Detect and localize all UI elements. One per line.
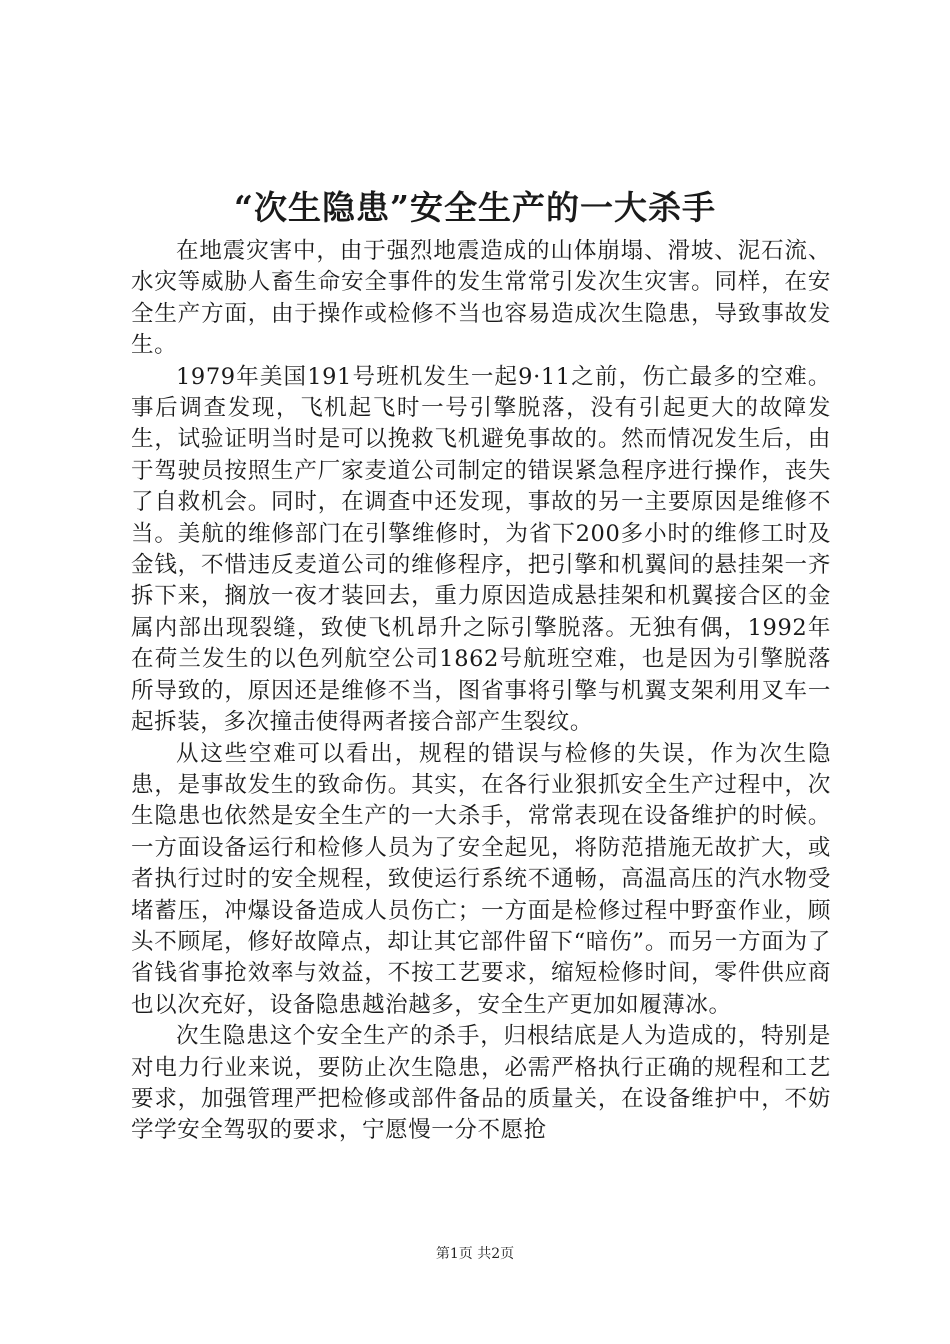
paragraph-2: 1979年美国191号班机发生一起9·11之前，伤亡最多的空难。事后调查发现，飞机起飞时一号引擎脱落，没有引起更大的故障发生，试验证明当时是可以挽救飞机避免事故的。然而情况发生后，由于驾驶员按照生产厂家麦道公司制定的错误紧急程序进行操作，丧失了自救机会。同时，在调查中还发现，事故的另一主要原因是维修不当。美航的维修部门在引擎维修时，为省下200多小时的维修工时及金钱，不惜违反麦道公司的维修程序，把引擎和机翼间的悬挂架一齐拆下来，搁放一夜才装回去，重力原因造成悬挂架和机翼接合区的金属内部出现裂缝，致使飞机昂升之际引擎脱落。无独有偶，1992年在荷兰发生的以色列航空公司1862号航班空难，也是因为引擎脱落所导致的，原因还是维修不当，图省事将引擎与机翼支架利用叉车一起拆装，多次撞击使得两者接合部产生裂纹。 xyxy=(131,363,831,736)
document-body xyxy=(131,236,831,1147)
paragraph-4: 次生隐患这个安全生产的杀手，归根结底是人为造成的，特别是对电力行业来说，要防止次生隐患，必需严格执行正确的规程和工艺要求，加强管理严把检修或部件备品的质量关，在设备维护中，不妨学学安全驾驭的要求，宁愿慢一分不愿抢 xyxy=(131,1023,831,1144)
page-number-footer: 第1页 共2页 xyxy=(435,1246,515,1262)
document-title: “次生隐患”安全生产的一大杀手 xyxy=(234,188,716,227)
paragraph-1: 在地震灾害中，由于强烈地震造成的山体崩塌、滑坡、泥石流、水灾等威胁人畜生命安全事件的发生常常引发次生灾害。同样，在安全生产方面，由于操作或检修不当也容易造成次生隐患，导致事故发生。 xyxy=(131,238,831,359)
paragraph-3: 从这些空难可以看出，规程的错误与检修的失误，作为次生隐患，是事故发生的致命伤。其实，在各行业狠抓安全生产过程中，次生隐患也依然是安全生产的一大杀手，常常表现在设备维护的时候。一方面设备运行和检修人员为了安全起见，将防范措施无故扩大，或者执行过时的安全规程，致使运行系统不通畅，高温高压的汽水物受堵蓄压，冲爆设备造成人员伤亡；一方面是检修过程中野蛮作业，顾头不顾尾，修好故障点，却让其它部件留下“暗伤”。而另一方面为了省钱省事抢效率与效益，不按工艺要求，缩短检修时间，零件供应商也以次充好，设备隐患越治越多，安全生产更加如履薄冰。 xyxy=(131,740,831,1018)
